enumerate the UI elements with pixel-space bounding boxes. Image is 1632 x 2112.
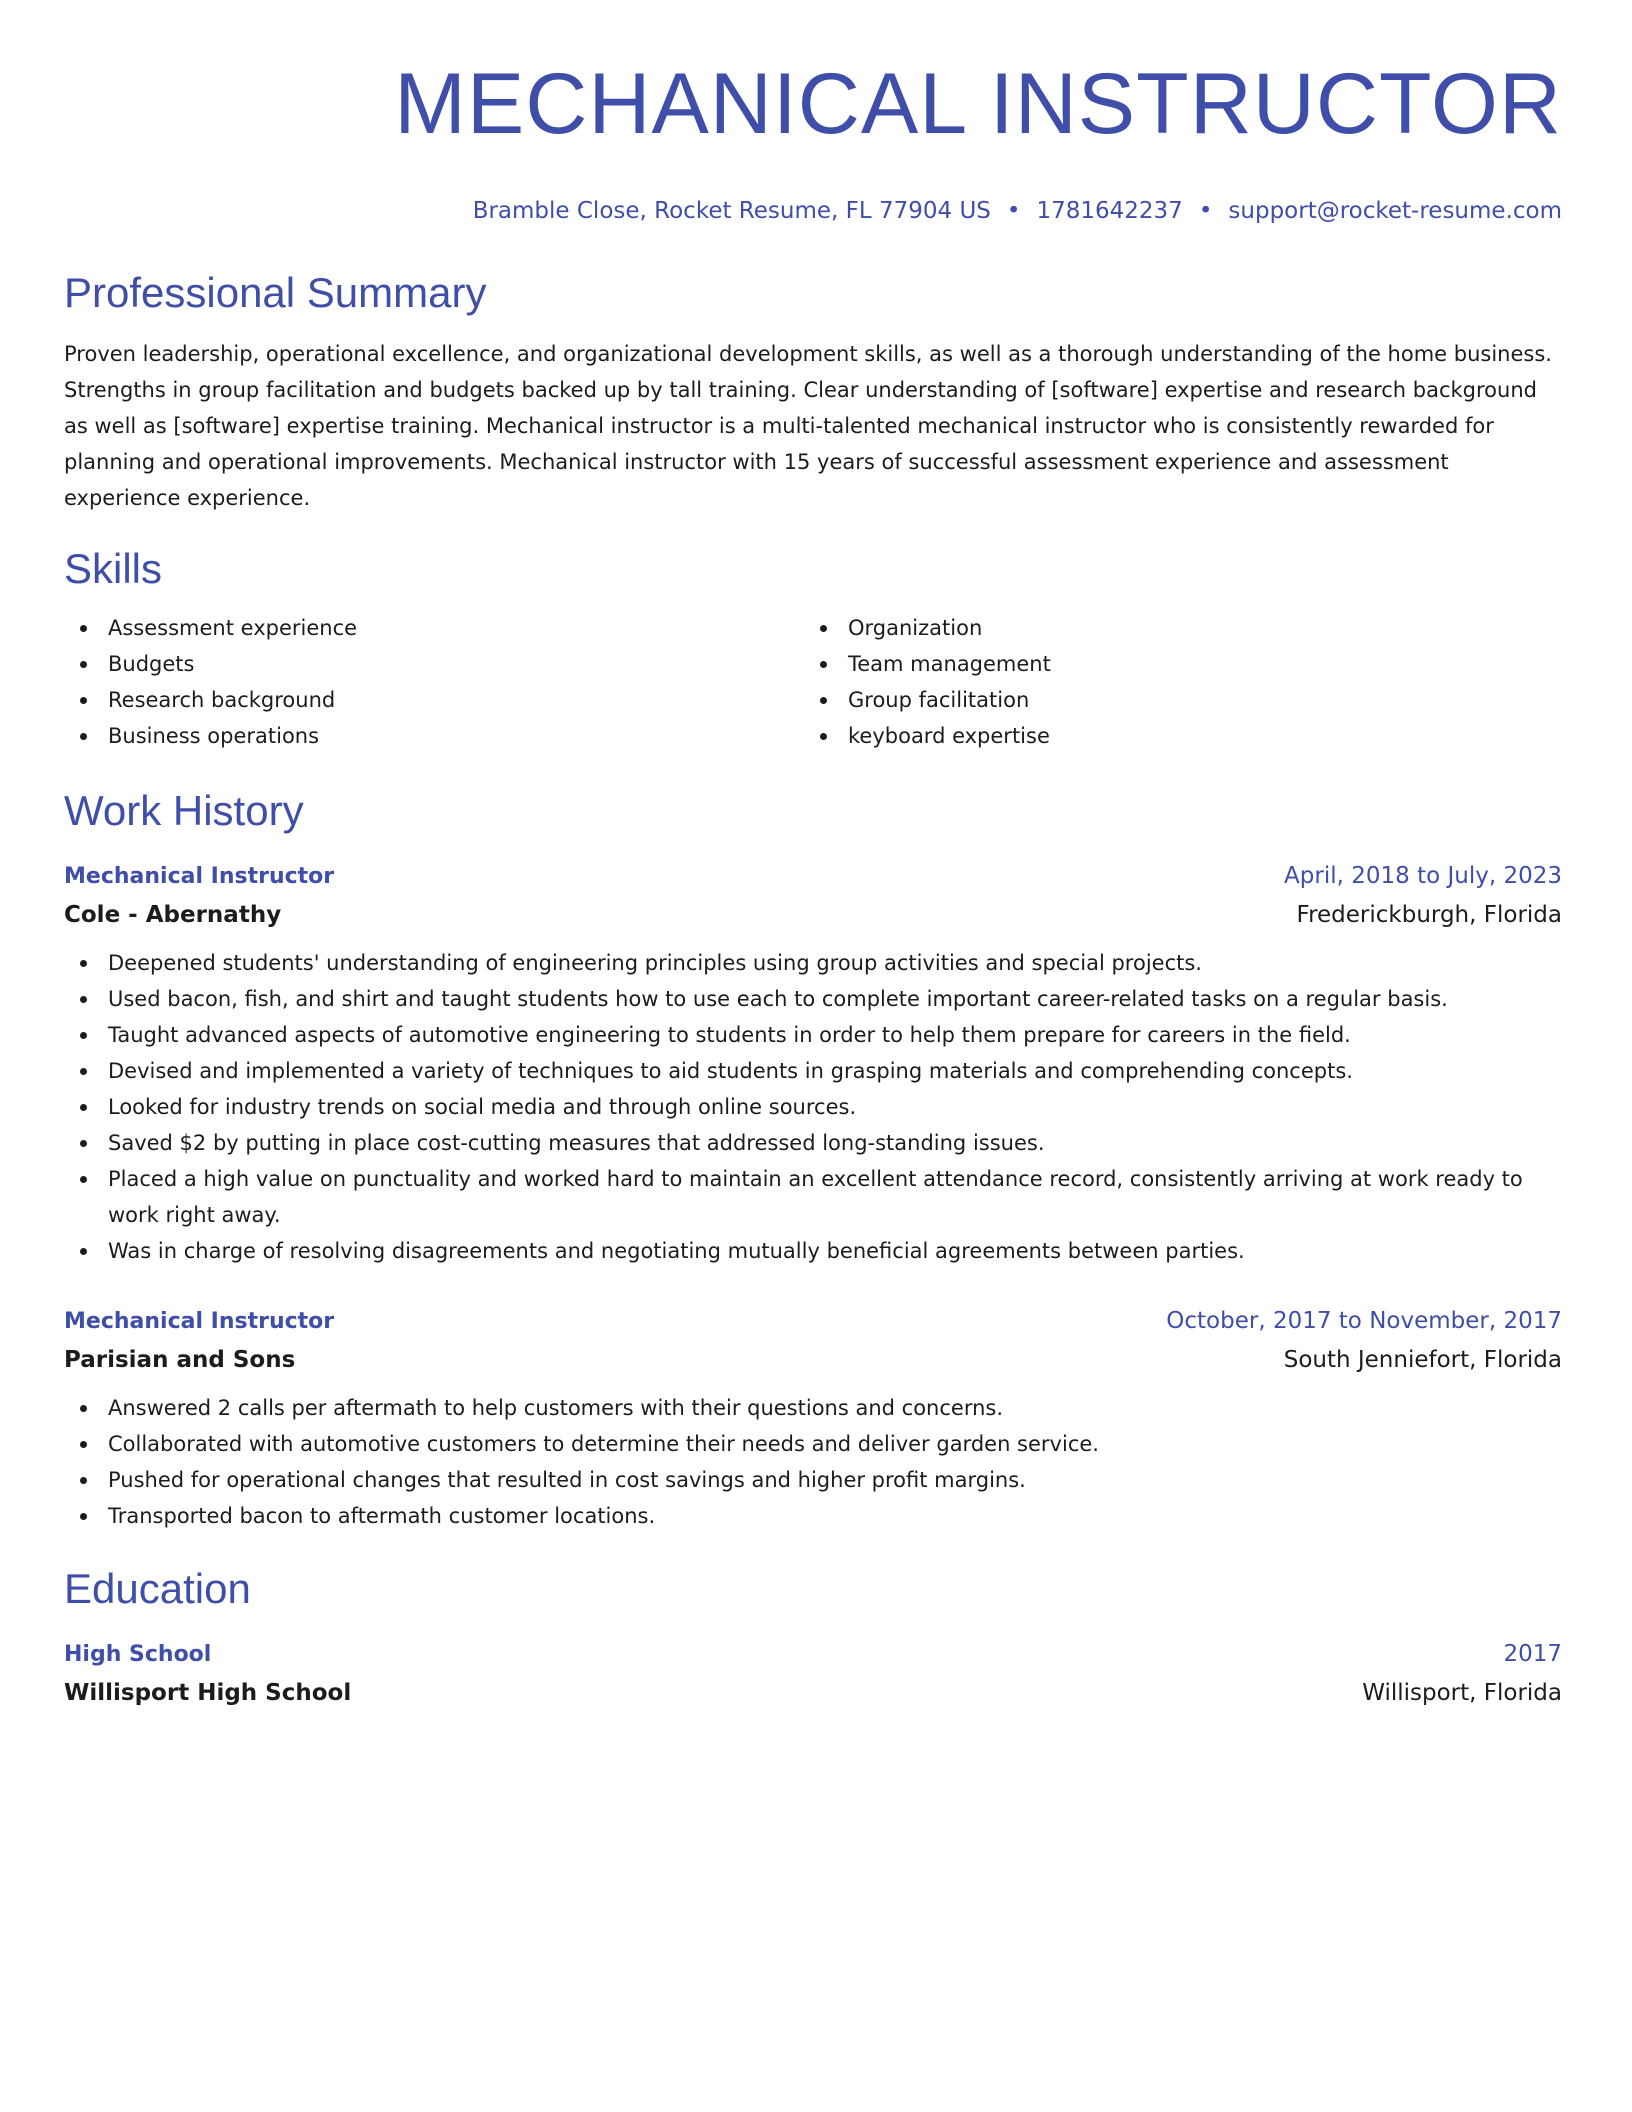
resume-page: [64, 0, 1562, 1713]
education-year: 2017: [1503, 1641, 1562, 1667]
education-location: Willisport, Florida: [1362, 1680, 1562, 1706]
job-bullet: Saved $2 by putting in place cost-cutting measures that addressed long-standing issues.: [64, 1125, 1562, 1161]
job-bullet: Looked for industry trends on social media and through online sources.: [64, 1089, 1562, 1125]
skill-item: Group facilitation: [804, 682, 1544, 718]
job-bullet: Placed a high value on punctuality and worked hard to maintain an excellent attendance record, consistently arriving at work ready to work right away.: [64, 1161, 1562, 1233]
job-bullet: Transported bacon to aftermath customer locations.: [64, 1498, 1562, 1534]
job-bullet: Devised and implemented a variety of techniques to aid students in grasping materials and comprehending concepts.: [64, 1053, 1562, 1089]
skills-column-right: [804, 610, 1544, 754]
skills-column-left: [64, 610, 804, 754]
job-header-row: [64, 858, 1562, 895]
job-title: Mechanical Instructor: [64, 864, 335, 889]
section-title-work-history: Work History: [64, 787, 304, 834]
job-bullet: Was in charge of resolving disagreements and negotiating mutually beneficial agreements between parties.: [64, 1233, 1562, 1269]
contact-line: [64, 196, 1562, 226]
section-title-education: Education: [64, 1565, 251, 1612]
job-bullet: Deepened students' understanding of engineering principles using group activities and special projects.: [64, 945, 1562, 981]
summary-text: Proven leadership, operational excellence, and organizational development skills, as well as a thorough understanding of the home business. Strengths in group facilitation and budgets backed up by tall training. Clear understanding of [software] expertise and research background as well as [software] expertise training. Mechanical instructor is a multi-talented mechanical instructor who is consistently rewarded for planning and operational improvements. Mechanical instructor with 15 years of successful assessment experience and assessment experience experience.: [64, 342, 1552, 510]
job-entry: [64, 858, 1562, 1269]
job-title: Mechanical Instructor: [64, 1309, 335, 1334]
education-school: Willisport High School: [64, 1680, 352, 1706]
contact-email[interactable]: support@rocket-resume.com: [1228, 198, 1562, 224]
resume-name: MECHANICAL INSTRUCTOR: [394, 56, 1562, 152]
resume-header: [64, 0, 1562, 226]
job-location: South Jenniefort, Florida: [1283, 1347, 1562, 1373]
job-bullet: Used bacon, fish, and shirt and taught students how to use each to complete important career-related tasks on a regular basis.: [64, 981, 1562, 1017]
contact-address: Bramble Close, Rocket Resume, FL 77904 US: [472, 198, 991, 224]
education-entry: [64, 1636, 1562, 1713]
job-entry: [64, 1303, 1562, 1534]
section-title-skills: Skills: [64, 545, 163, 592]
job-bullet-list: [64, 1390, 1562, 1534]
skill-item: Team management: [804, 646, 1544, 682]
skill-item: Research background: [64, 682, 804, 718]
job-header-row: [64, 1303, 1562, 1340]
section-title-summary: Professional Summary: [64, 269, 487, 316]
contact-phone: 1781642237: [1036, 198, 1183, 224]
job-bullet: Taught advanced aspects of automotive engineering to students in order to help them prepare for careers in the field.: [64, 1017, 1562, 1053]
skill-item: Budgets: [64, 646, 804, 682]
skill-item: keyboard expertise: [804, 718, 1544, 754]
education-degree: High School: [64, 1642, 212, 1667]
education-header-row: [64, 1636, 1562, 1673]
skill-item: Assessment experience: [64, 610, 804, 646]
job-dates: October, 2017 to November, 2017: [1166, 1308, 1562, 1334]
contact-separator: •: [1006, 198, 1021, 224]
skill-item: Organization: [804, 610, 1544, 646]
job-company: Cole - Abernathy: [64, 902, 282, 928]
job-company: Parisian and Sons: [64, 1347, 296, 1373]
job-company-row: [64, 895, 1562, 935]
job-bullet: Collaborated with automotive customers to determine their needs and deliver garden service.: [64, 1426, 1562, 1462]
job-location: Frederickburgh, Florida: [1296, 902, 1562, 928]
skills-list: [64, 610, 1562, 754]
education-school-row: [64, 1673, 1562, 1713]
job-company-row: [64, 1340, 1562, 1380]
skill-item: Business operations: [64, 718, 804, 754]
contact-separator: •: [1198, 198, 1213, 224]
job-dates: April, 2018 to July, 2023: [1284, 863, 1562, 889]
job-bullet: Pushed for operational changes that resulted in cost savings and higher profit margins.: [64, 1462, 1562, 1498]
job-bullet: Answered 2 calls per aftermath to help customers with their questions and concerns.: [64, 1390, 1562, 1426]
job-bullet-list: [64, 945, 1562, 1269]
